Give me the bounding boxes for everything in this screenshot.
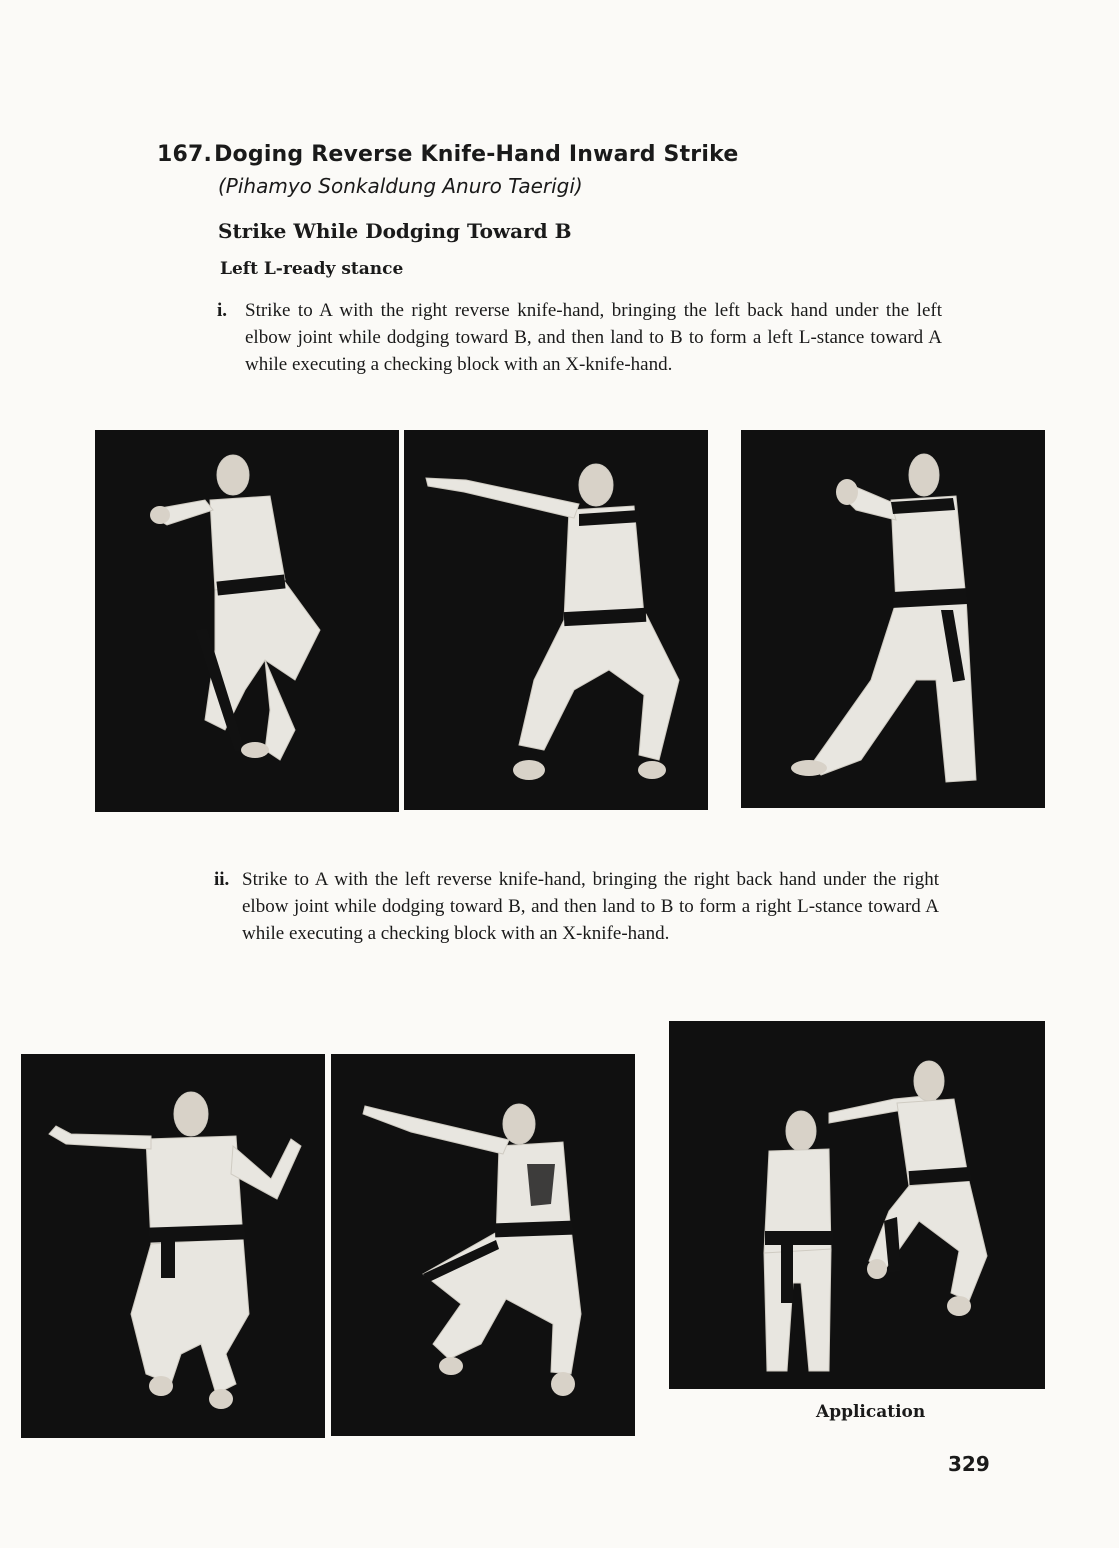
stance-heading: Left L-ready stance xyxy=(220,259,404,279)
reverse-knife-hand-strike-photo xyxy=(331,1054,635,1436)
application-caption: Application xyxy=(816,1402,926,1422)
x-knife-hand-block-photo xyxy=(741,430,1045,808)
section-heading: Strike While Dodging Toward B xyxy=(218,219,572,243)
page-title xyxy=(157,142,738,167)
step-text: Strike to A with the right reverse knife-hand, bringing the left back hand under the left elbow joint while dodging toward B, and then land to B to form a left L-stance toward A while executing a checking block with an X-knife-hand. xyxy=(245,300,942,375)
technique-title: Doging Reverse Knife-Hand Inward Strike xyxy=(214,142,739,167)
step-text: Strike to A with the left reverse knife-hand, bringing the right back hand under the right elbow joint while dodging toward B, and then land to B to form a right L-stance toward A while executing a checking block with an X-knife-hand. xyxy=(242,869,939,944)
step-i xyxy=(217,297,942,378)
dodge-jump-photo xyxy=(95,430,399,812)
page-number: 329 xyxy=(948,1452,990,1476)
step-marker: i. xyxy=(217,300,228,321)
application-photo xyxy=(669,1021,1045,1389)
reverse-knife-hand-strike-photo xyxy=(404,430,708,810)
step-marker: ii. xyxy=(214,869,230,890)
dodge-jump-photo xyxy=(21,1054,325,1438)
step-ii xyxy=(214,866,939,947)
technique-korean-name: (Pihamyo Sonkaldung Anuro Taerigi) xyxy=(218,174,583,198)
technique-number: 167. xyxy=(157,142,213,167)
